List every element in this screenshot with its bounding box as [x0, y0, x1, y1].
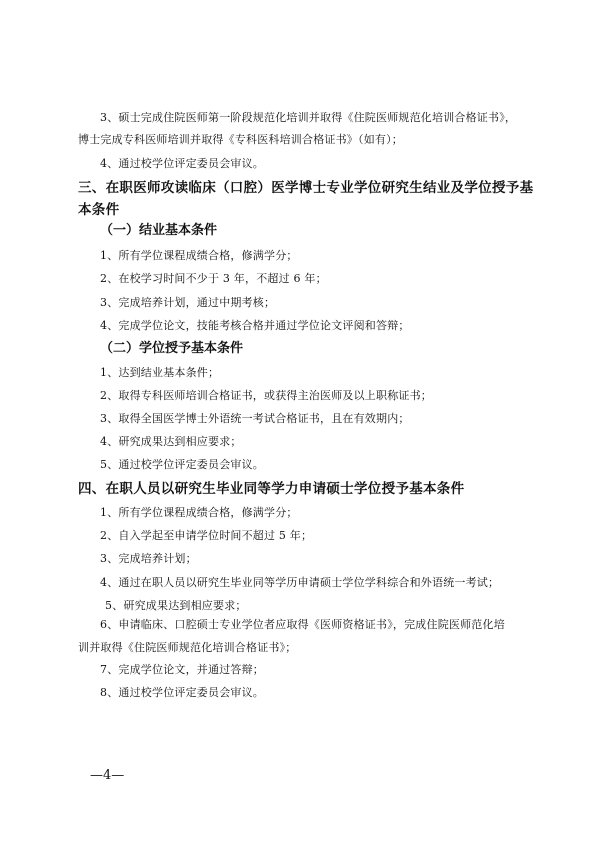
- section-two-item-4: 4、通过校学位评定委员会审议。: [100, 157, 264, 170]
- section-four-item-6-line-2: 训并取得《住院医师规范化培训合格证书》；: [78, 641, 297, 654]
- section-four-item-6-line-1: 6、申请临床、口腔硕士专业学位者应取得《医师资格证书》，完成住院医师范化培: [100, 618, 505, 631]
- list-item: 1、所有学位课程成绩合格，修满学分；: [100, 249, 298, 262]
- list-item: 1、所有学位课程成绩合格，修满学分；: [100, 506, 298, 519]
- list-item: 2、取得专科医师培训合格证书，或获得主治医师及以上职称证书；: [100, 389, 432, 402]
- list-item: 3、取得全国医学博士外语统一考试合格证书，且在有效期内；: [100, 412, 410, 425]
- section-three-sub2-title: （二）学位授予基本条件: [100, 341, 244, 356]
- list-item: 2、在校学习时间不少于 3 年，不超过 6 年；: [100, 272, 327, 285]
- section-four-item-7: 7、完成学位论文，并通过答辩；: [100, 663, 264, 676]
- list-item: 1、达到结业基本条件；: [100, 366, 220, 379]
- list-item: 5、通过校学位评定委员会审议。: [100, 458, 264, 471]
- list-item: 2、自入学起至申请学位时间不超过 5 年；: [100, 529, 313, 542]
- list-item: 4、完成学位论文，技能考核合格并通过学位论文评阅和答辩；: [100, 319, 410, 332]
- page-number: —4—: [90, 768, 125, 783]
- list-item: 4、研究成果达到相应要求；: [100, 435, 242, 448]
- list-item: 3、完成培养计划，通过中期考核；: [100, 296, 276, 309]
- section-three-heading: 三、在职医师攻读临床（口腔）医学博士专业学位研究生结业及学位授予基本条件: [78, 180, 534, 218]
- section-four-heading: 四、在职人员以研究生毕业同等学力申请硕士学位授予基本条件: [78, 481, 465, 497]
- section-four-item-8: 8、通过校学位评定委员会审议。: [100, 686, 264, 699]
- section-three-sub1-title: （一）结业基本条件: [100, 223, 218, 238]
- list-item: 4、通过在职人员以研究生毕业同等学历申请硕士学位学科综合和外语统一考试；: [100, 576, 500, 589]
- section-two-item-3-line-2: 博士完成专科医师培训并取得《专科医科培训合格证书》（如有）；: [78, 133, 403, 146]
- list-item: 5、研究成果达到相应要求；: [105, 599, 247, 612]
- section-two-item-3-line-1: 3、硕士完成住院医师第一阶段规范化培训并取得《住院医师规范化培训合格证书》，: [100, 111, 517, 124]
- list-item: 3、完成培养计划；: [100, 552, 197, 565]
